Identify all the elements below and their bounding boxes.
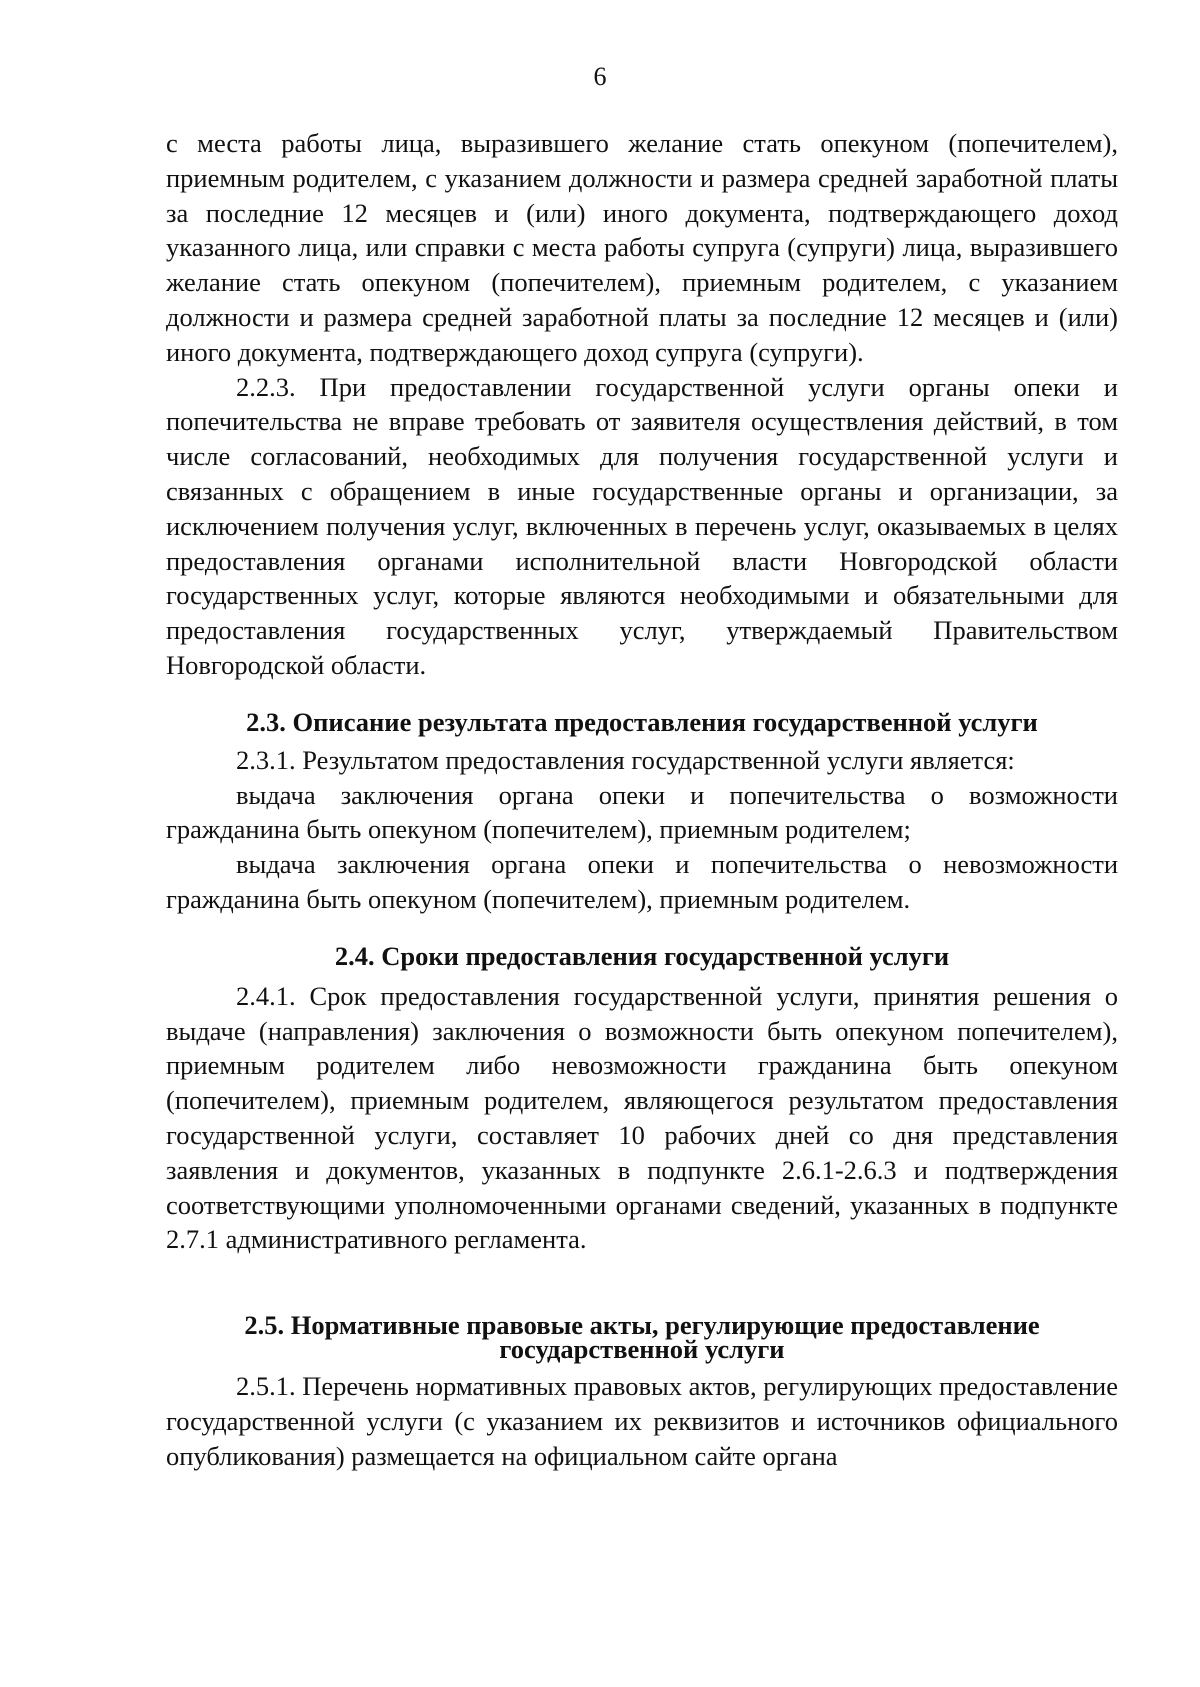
page-number: 6 [593,62,607,91]
heading-2-3: 2.3. Описание результата предоставления государственной услуги [246,706,1038,737]
paragraph-2-2-3: 2.2.3. При предоставлении государственной услуги органы опеки и попечительства не вправе требовать от заявителя осуществления действий, в том числе согласований, необходимых для получения государственной услуги и связанных с обращением в иные государственные органы и организации, за исключением получения услуг, включенных в перечень услуг, оказываемых в целях предоставления органами исполнительной власти Новгородской области государственных услуг, которые являются необходимыми и обязательными для предоставления государственных услуг, утверждаемый Правительством Новгородской области. [166,371,1118,680]
document-body [166,126,1118,1474]
paragraph-2-4-1: 2.4.1. Срок предоставления государственной услуги, принятия решения о выдаче (направления) заключения о возможности быть опекуном попечителем), приемным родителем либо невозможности гражданина быть опекуном (попечителем), приемным родителем, являющегося результатом предоставления государственной услуги, составляет 10 рабочих дней со дня представления заявления и документов, указанных в подпункте 2.6.1-2.6.3 и подтверждения соответствующими уполномоченными органами сведений, указанных в подпункте 2.7.1 административного регламента. [166,980,1118,1255]
paragraph-continuation: с места работы лица, выразившего желание стать опекуном (попечителем), приемным родителем, с указанием должности и размера средней заработной платы за последние 12 месяцев и (или) иного документа, подтверждающего доход указанного лица, или справки с места работы супруга (супруги) лица, выразившего желание стать опекуном (попечителем), приемным родителем, с указанием должности и размера средней заработной платы за последние 12 месяцев и (или) иного документа, подтверждающего доход супруга (супруги). [166,128,1118,367]
paragraph-2-3-1-item-a: выдача заключения органа опеки и попечительства о возможности гражданина быть опекуном (попечителем), приемным родителем; [166,779,1118,845]
paragraph-2-3-1-item-b: выдача заключения органа опеки и попечительства о невозможности гражданина быть опекуном (попечителем), приемным родителем. [166,849,1118,914]
paragraph-2-3-1: 2.3.1. Результатом предоставления государственной услуги является: [236,744,1015,775]
heading-2-4: 2.4. Сроки предоставления государственной услуги [334,940,950,971]
paragraph-2-5-1: 2.5.1. Перечень нормативных правовых актов, регулирующих предоставление государственной услуги (с указанием их реквизитов и источников официального опубликования) размещается на официальном сайте органа [166,1371,1118,1471]
heading-2-5 [166,1310,1118,1365]
heading-2-5-line-2: государственной услуги [499,1334,785,1365]
heading-2-5-line-1: 2.5. Нормативные правовые акты, регулирующие предоставление [244,1310,1040,1341]
